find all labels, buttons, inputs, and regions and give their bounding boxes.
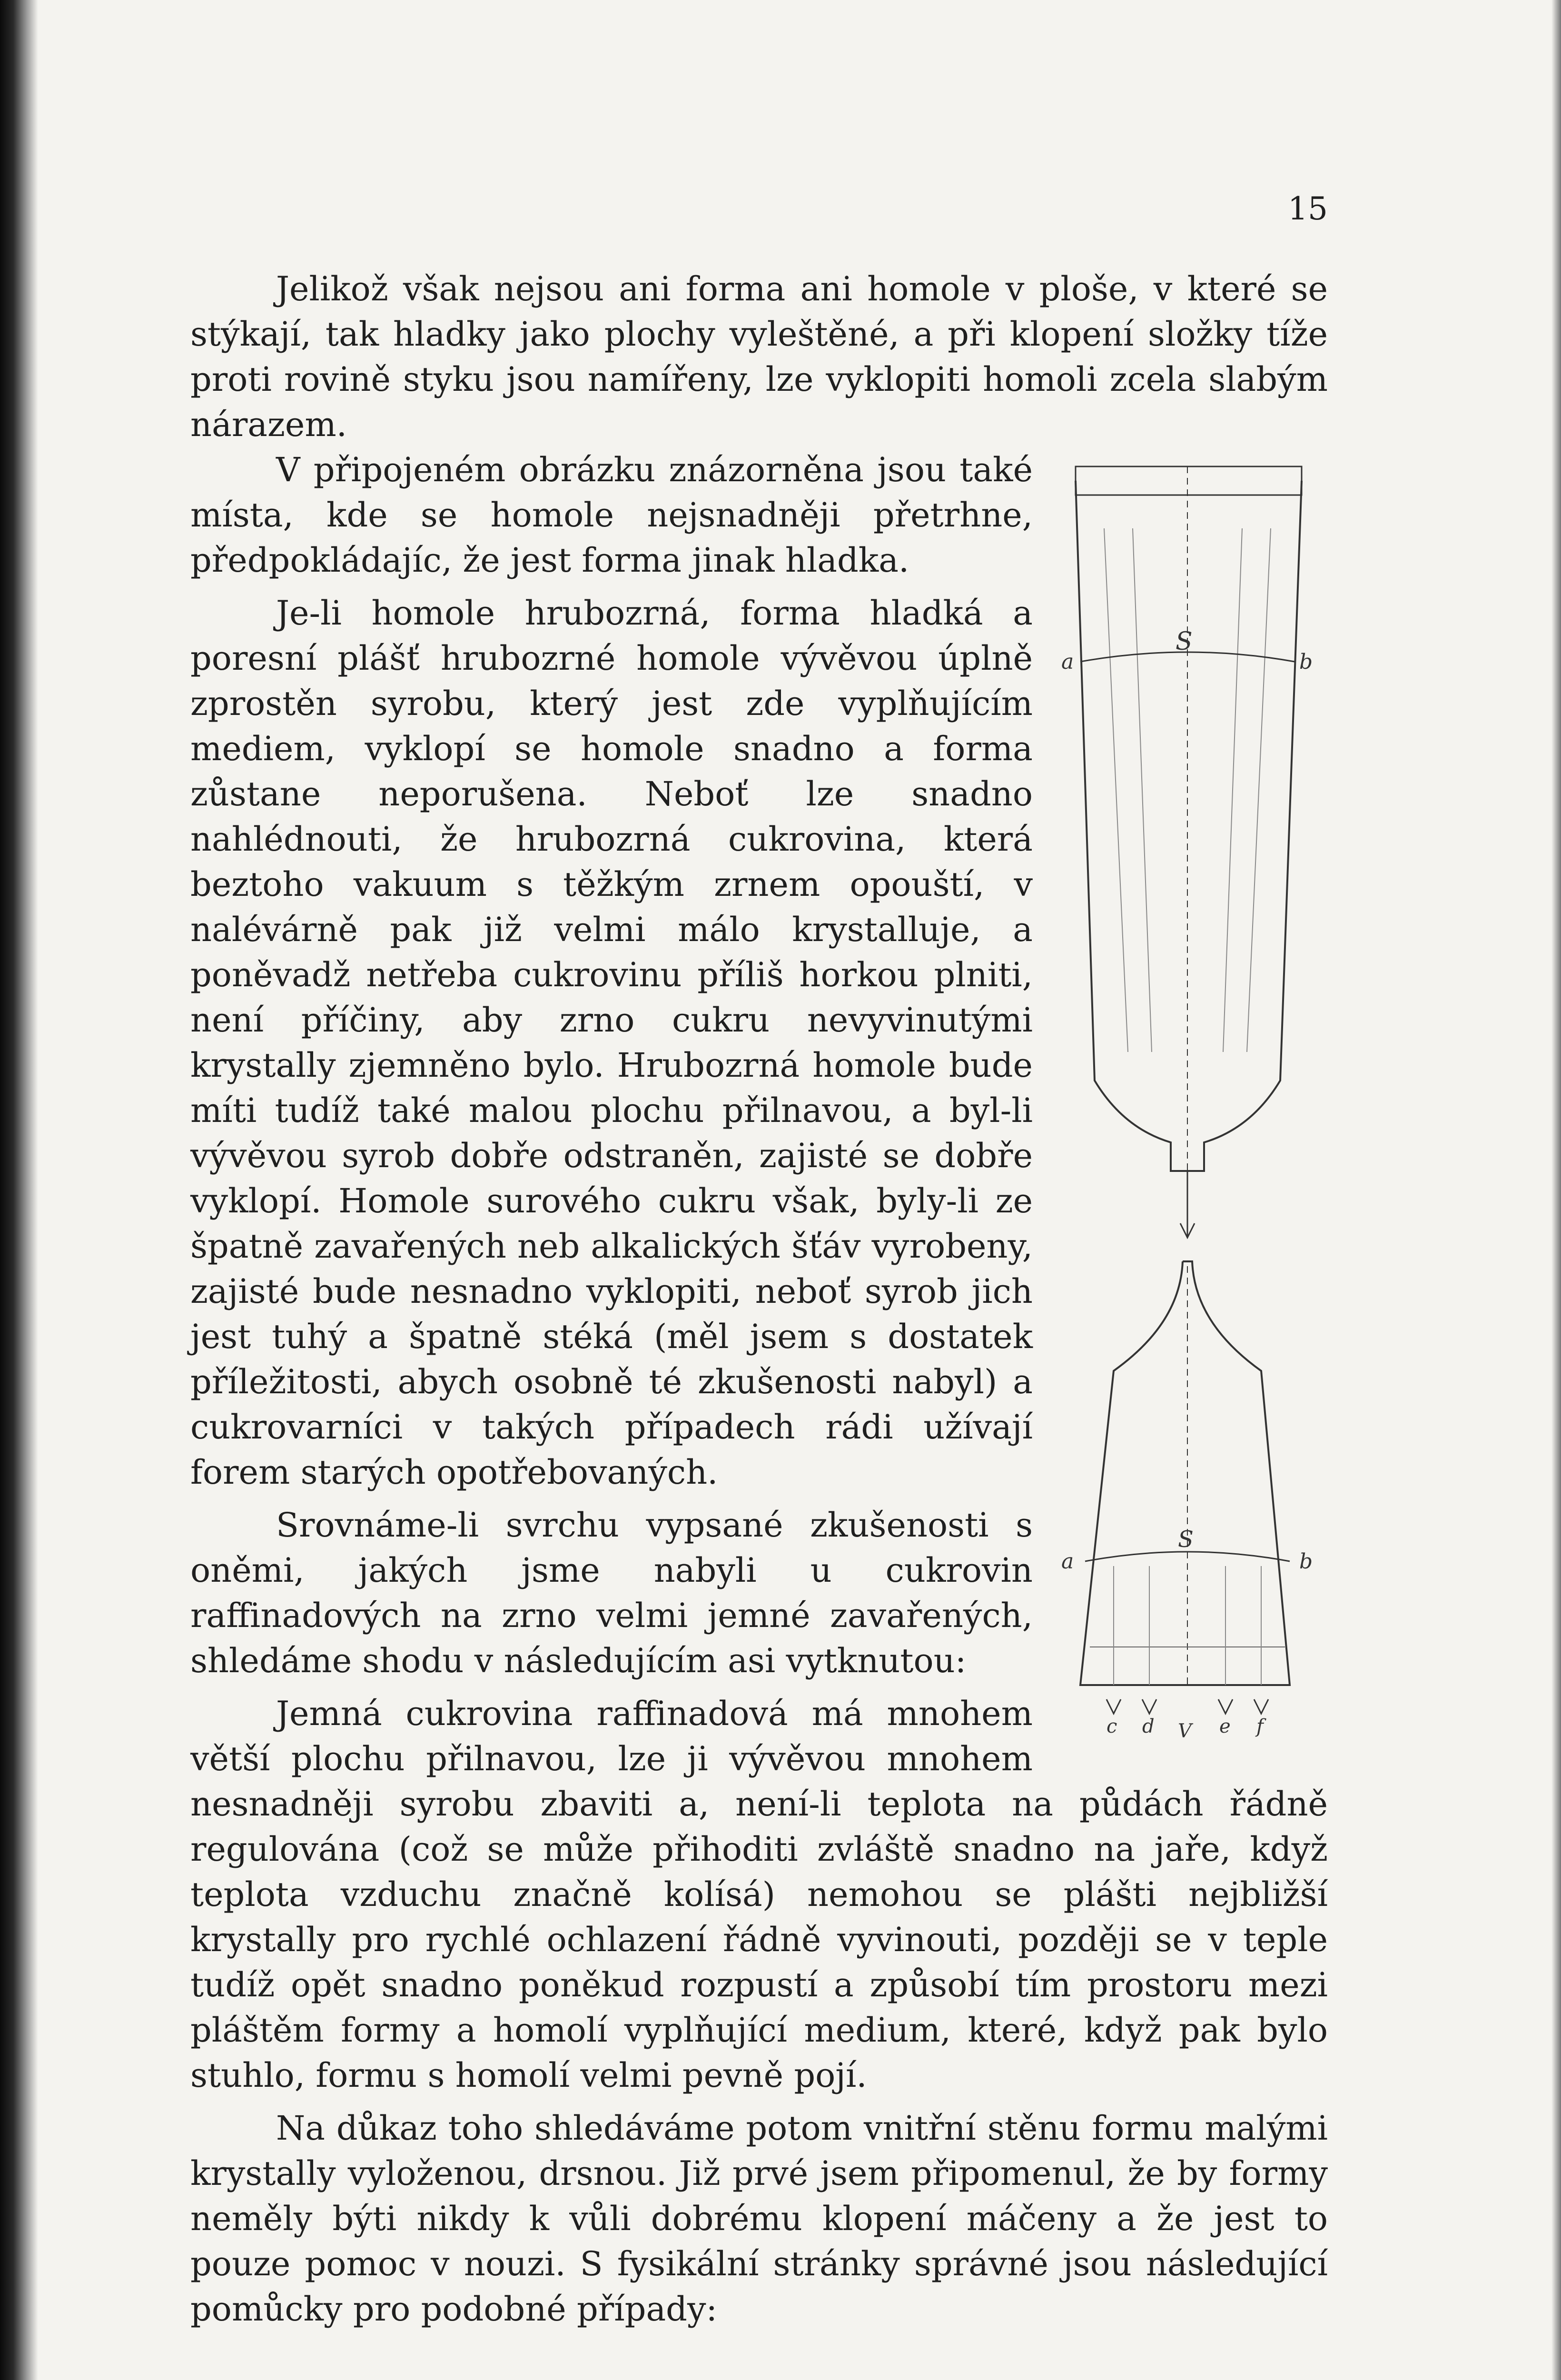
label-lower-a: a [1061, 1549, 1074, 1574]
page-left-edge-shadow [0, 0, 38, 2380]
paragraph-6: Na důkaz toho shledáváme potom vnitřní stěnu formu malými krystally vyloženou, drsnou. Již prvé jsem připomenul, že by formy neměly býti nikdy k vůli dobrému klopení máčeny a že jest to pouze pomoc v nouzi. S fysikální stránky správné jsou následující pomůcky pro podobné případy: [190, 2109, 1328, 2329]
label-upper-a: a [1061, 650, 1074, 674]
paragraph-4: Srovnáme-li svrchu vypsané zkušenosti s oněmi, jakých jsme nabyli u cukrovin raffinadových na zrno velmi jemné zavařených, shledáme shodu v následujícím asi vytknutou: [190, 1506, 1033, 1680]
label-lower-b: b [1299, 1549, 1313, 1574]
label-d: d [1142, 1716, 1155, 1737]
label-upper-s: S [1176, 627, 1193, 656]
page-right-edge-shadow [1551, 0, 1561, 2380]
label-e: e [1219, 1716, 1231, 1737]
sugar-loaf-figure [1061, 457, 1328, 1740]
lower-loaf [1061, 1261, 1313, 1740]
label-lower-s: S [1178, 1526, 1194, 1553]
upper-mould-rim [1076, 466, 1302, 495]
label-v: V [1178, 1720, 1192, 1740]
upper-mould [1061, 466, 1313, 1238]
body-text [190, 267, 1328, 2332]
label-f: f [1256, 1716, 1264, 1737]
sugar-loaf-diagram [1061, 457, 1328, 1740]
lower-loaf-outline [1080, 1261, 1290, 1685]
paragraph-2: V připojeném obrázku znázorněna jsou také místa, kde se homole nejsnadněji přetrhne, předpokládajíc, že jest forma jinak hladka. [190, 450, 1033, 580]
paragraph-5: Jemná cukrovina raffinadová má mnohem větší plochu přilnavou, lze ji vývěvou mnohem nesnadněji syrobu zbaviti a, není-li teplota na půdách řádně regulována (což se může přihoditi zvláště snadno na jaře, když teplota vzduchu značně kolísá) nemohou se plášti nejbližší krystally pro rychlé ochlazení řádně vyvinouti, později se v teple tudíž opět snadno poněkud rozpustí a způsobí tím prostoru mezi pláštěm formy a homolí vyplňující medium, které, když pak bylo stuhlo, formu s homolí velmi pevně pojí. [190, 1694, 1328, 2095]
paragraph-3: Je-li homole hrubozrná, forma hladká a poresní plášť hrubozrné homole vývěvou úplně zprostěn syrobu, který jest zde vyplňujícím mediem, vyklopí se homole snadno a forma zůstane neporušena. Neboť lze snadno nahlédnouti, že hrubozrná cukrovina, která beztoho vakuum s těžkým zrnem opouští, v nalévárně pak již velmi málo krystalluje, a poněvadž netřeba cukrovinu příliš horkou plniti, není příčiny, aby zrno cukru nevyvinutými krystally zjemněno bylo. Hrubozrná homole bude míti tudíž také malou plochu přilnavou, a byl-li vývěvou syrob dobře odstraněn, zajisté se dobře vyklopí. Homole surového cukru však, byly-li ze špatně zavařených neb alkalických šťáv vyrobeny, zajisté bude nesnadno vyklopiti, neboť syrob jich jest tuhý a špatně stéká (měl jsem s dostatek příležitosti, abych osobně té zkušenosti nabyl) a cukrovarníci v takých případech rádi užívají forem starých opotřebovaných. [190, 594, 1033, 1492]
label-c: c [1107, 1716, 1117, 1737]
paragraph-1: Jelikož však nejsou ani forma ani homole v ploše, v které se stýkají, tak hladky jako plochy vyleštěné, a při klopení složky tíže proti rovině styku jsou namířeny, lze vyklopiti homoli zcela slabým nárazem. [190, 269, 1328, 444]
label-upper-b: b [1299, 650, 1313, 674]
page-number: 15 [1288, 190, 1328, 227]
